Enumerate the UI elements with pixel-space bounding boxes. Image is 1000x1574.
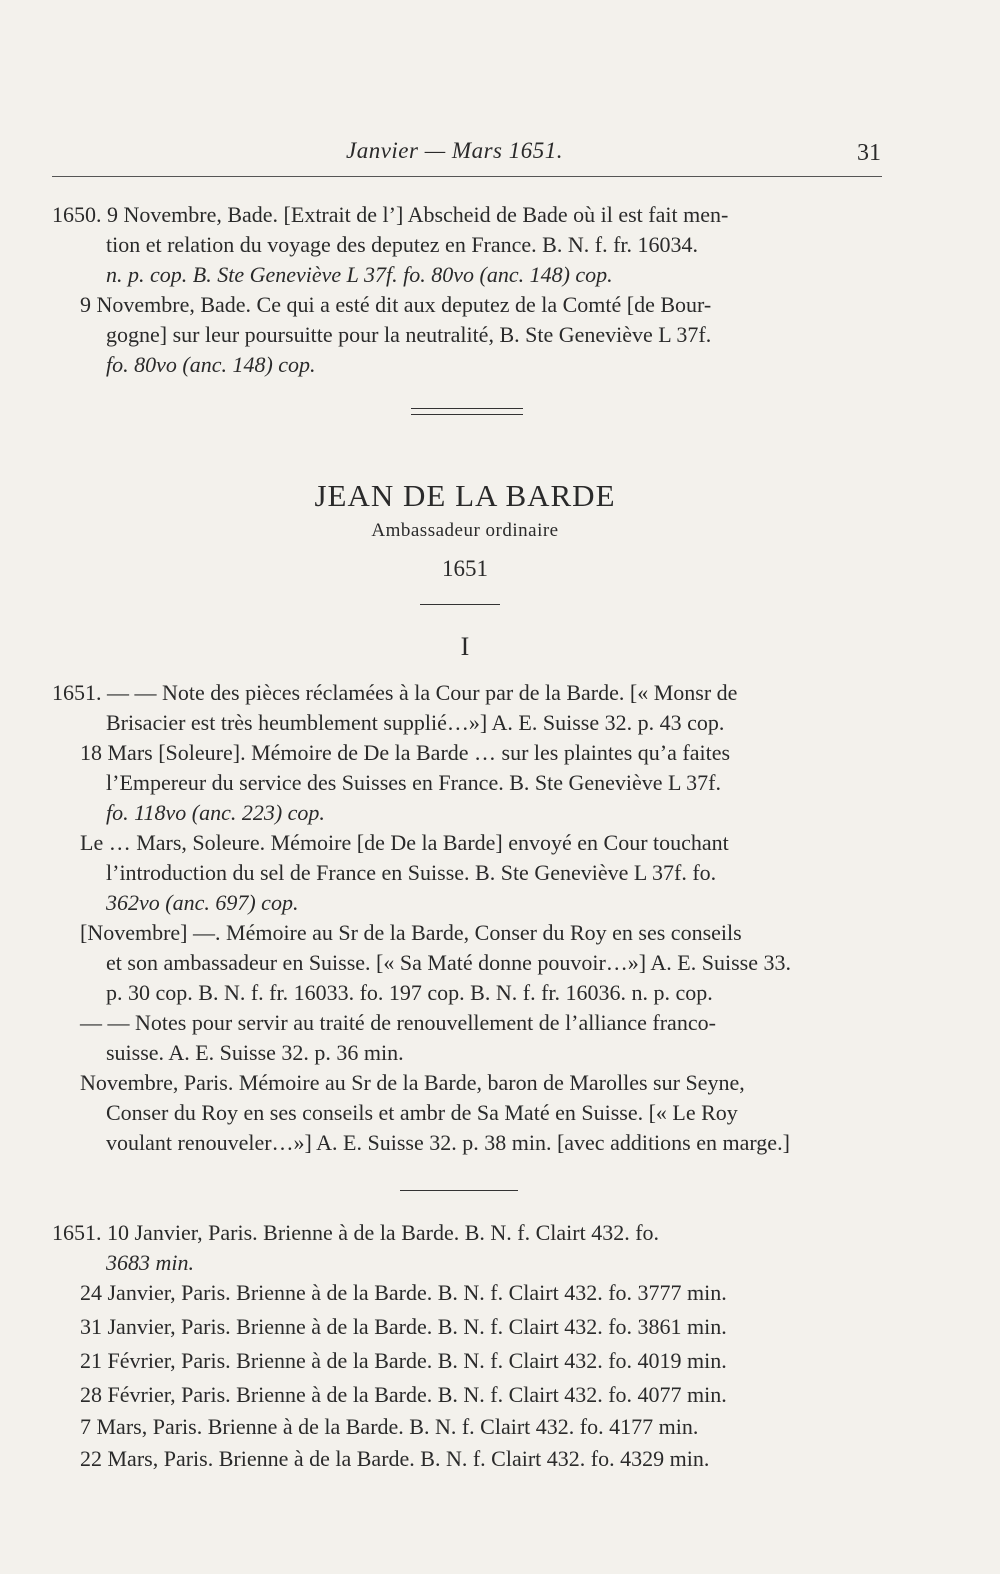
entry-line: gogne] sur leur poursuitte pour la neutralité, B. Ste Geneviève L 37f. xyxy=(106,322,712,347)
entry-line: voulant renouveler…»] A. E. Suisse 32. p. 38 min. [avec additions en marge.] xyxy=(106,1130,790,1155)
entry-line: [Novembre] —. Mémoire au Sr de la Barde, Conser du Roy en ses conseils xyxy=(80,920,742,945)
entry-1650-abscheid xyxy=(52,200,728,290)
section-rule xyxy=(420,604,500,605)
header-rule xyxy=(52,176,882,177)
section-year: 1651 xyxy=(442,556,488,581)
entry-memoire-empereur xyxy=(80,738,730,828)
page-number: 31 xyxy=(857,140,881,166)
entry-line: 18 Mars [Soleure]. Mémoire de De la Barde … sur les plaintes qu’a faites xyxy=(80,740,731,765)
entry-line: 1650. 9 Novembre, Bade. [Extrait de l’] Abscheid de Bade où il est fait men- xyxy=(52,202,729,227)
entry-memoire-sel xyxy=(80,828,729,918)
entry-line: — — Notes pour servir au traité de renouvellement de l’alliance franco- xyxy=(80,1010,716,1035)
entry-line: Conser du Roy en ses conseils et ambr de Sa Maté en Suisse. [« Le Roy xyxy=(106,1100,738,1125)
entry-line: 3683 min. xyxy=(106,1250,194,1275)
double-rule xyxy=(411,408,523,415)
entry-line: Brisacier est très heumblement supplié…»] A. E. Suisse 32. p. 43 cop. xyxy=(106,710,725,735)
entry-memoire-novembre xyxy=(80,918,791,1008)
running-header: Janvier — Mars 1651. xyxy=(346,138,563,163)
entry-letter-10-janvier xyxy=(52,1218,659,1278)
entry-letter-31-janvier xyxy=(80,1312,727,1342)
entry-line: 28 Février, Paris. Brienne à de la Barde. B. N. f. Clairt 432. fo. 4077 min. xyxy=(80,1382,727,1407)
entry-letter-24-janvier xyxy=(80,1278,727,1308)
entry-line: 1651. — — Note des pièces réclamées à la Cour par de la Barde. [« Monsr de xyxy=(52,680,738,705)
section-rule xyxy=(400,1190,518,1191)
entry-line: 31 Janvier, Paris. Brienne à de la Barde. B. N. f. Clairt 432. fo. 3861 min. xyxy=(80,1314,727,1339)
entry-line: tion et relation du voyage des deputez en France. B. N. f. fr. 16034. xyxy=(106,232,699,257)
entry-line: fo. 80vo (anc. 148) cop. xyxy=(106,352,316,377)
entry-note-pieces xyxy=(52,678,737,738)
entry-line: p. 30 cop. B. N. f. fr. 16033. fo. 197 cop. B. N. f. fr. 16036. n. p. cop. xyxy=(106,980,713,1005)
entry-line: suisse. A. E. Suisse 32. p. 36 min. xyxy=(106,1040,404,1065)
entry-line: et son ambassadeur en Suisse. [« Sa Maté donne pouvoir…»] A. E. Suisse 33. xyxy=(106,950,791,975)
entry-line: fo. 118vo (anc. 223) cop. xyxy=(106,800,325,825)
entry-memoire-paris xyxy=(80,1068,790,1158)
entry-line: 24 Janvier, Paris. Brienne à de la Barde. B. N. f. Clairt 432. fo. 3777 min. xyxy=(80,1280,727,1305)
entry-line: l’introduction du sel de France en Suisse. B. Ste Geneviève L 37f. fo. xyxy=(106,860,717,885)
entry-notes-traite xyxy=(80,1008,716,1068)
entry-line: 9 Novembre, Bade. Ce qui a esté dit aux deputez de la Comté [de Bour- xyxy=(80,292,712,317)
entry-line: 7 Mars, Paris. Brienne à de la Barde. B. N. f. Clairt 432. fo. 4177 min. xyxy=(80,1414,699,1439)
entry-line: 1651. 10 Janvier, Paris. Brienne à de la Barde. B. N. f. Clairt 432. fo. xyxy=(52,1220,660,1245)
entry-line: 21 Février, Paris. Brienne à de la Barde. B. N. f. Clairt 432. fo. 4019 min. xyxy=(80,1348,727,1373)
entry-line: Novembre, Paris. Mémoire au Sr de la Barde, baron de Marolles sur Seyne, xyxy=(80,1070,745,1095)
section-roman: I xyxy=(460,632,470,661)
entry-letter-21-fevrier xyxy=(80,1346,727,1376)
entry-line: l’Empereur du service des Suisses en France. B. Ste Geneviève L 37f. xyxy=(106,770,722,795)
entry-letter-28-fevrier xyxy=(80,1380,727,1410)
section-role: Ambassadeur ordinaire xyxy=(371,520,559,541)
entry-line: Le … Mars, Soleure. Mémoire [de De la Barde] envoyé en Cour touchant xyxy=(80,830,729,855)
entry-line: 362vo (anc. 697) cop. xyxy=(106,890,299,915)
entry-line: n. p. cop. B. Ste Geneviève L 37f. fo. 80vo (anc. 148) cop. xyxy=(106,262,613,287)
entry-letter-22-mars xyxy=(80,1444,709,1474)
entry-line: 22 Mars, Paris. Brienne à de la Barde. B. N. f. Clairt 432. fo. 4329 min. xyxy=(80,1446,710,1471)
entry-letter-7-mars xyxy=(80,1412,698,1442)
section-name: JEAN DE LA BARDE xyxy=(314,478,616,513)
entry-1650-neutralite xyxy=(80,290,711,380)
